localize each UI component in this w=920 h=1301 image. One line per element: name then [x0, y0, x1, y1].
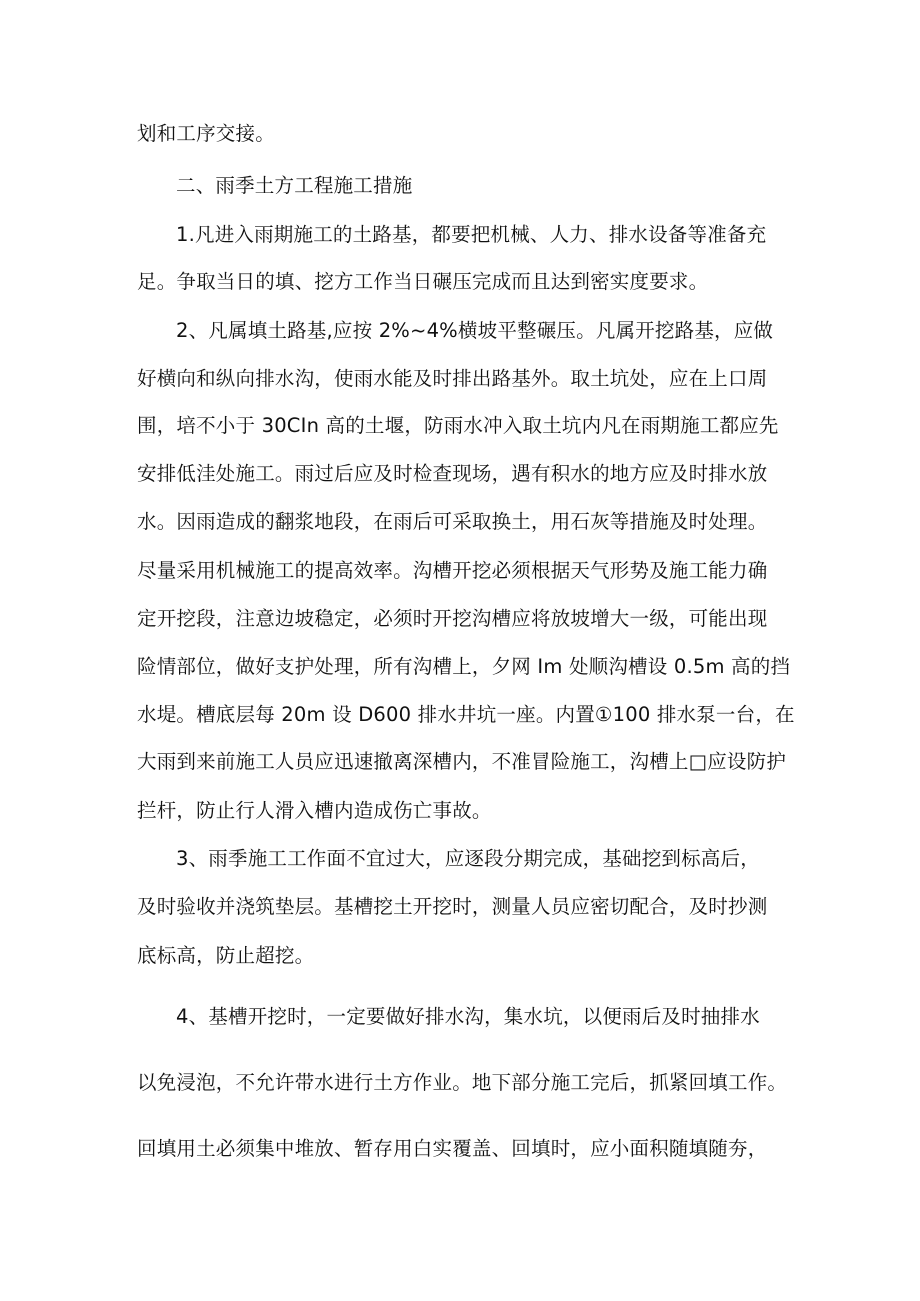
text-line: 以免浸泡，不允许带水进行土方作业。地下部分施工完后，抓紧回填工作。 [137, 1071, 788, 1094]
text-line: 拦杆，防止行人滑入槽内造成伤亡事故。 [137, 799, 492, 822]
text-line: 安排低洼处施工。雨过后应及时检查现场，遇有积水的地方应及时排水放 [137, 462, 768, 485]
text-line: 大雨到来前施工人员应迅速撤离深槽内，不准冒险施工，沟槽上□应设防护 [137, 750, 787, 773]
text-line: 3、雨季施工工作面不宜过大，应逐段分期完成，基础挖到标高后， [176, 847, 760, 870]
text-line: 1.凡进入雨期施工的土路基，都要把机械、人力、排水设备等准备充 [176, 223, 767, 246]
text-line: 水堤。槽底层每 20m 设 D600 排水井坑一座。内置①100 排水泵一台，在 [137, 703, 795, 726]
text-line: 回填用土必须集中堆放、暂存用白实覆盖、回填时，应小面积随填随夯， [137, 1137, 768, 1160]
text-line: 底标高，防止超挖。 [137, 944, 315, 967]
text-line: 2、凡属填土路基,应按 2%~4%横坡平整碾压。凡属开挖路基，应做 [176, 319, 774, 342]
text-line: 好横向和纵向排水沟，使雨水能及时排出路基外。取土坑处，应在上口周 [137, 367, 768, 390]
text-line: 险情部位，做好支护处理，所有沟槽上，夕网 Im 处顺沟槽设 0.5m 高的挡 [137, 655, 791, 678]
text-line: 围，培不小于 30CIn 高的土堰，防雨水冲入取土坑内凡在雨期施工都应先 [137, 414, 779, 437]
text-line: 4、基槽开挖时，一定要做好排水沟，集水坑，以便雨后及时抽排水 [176, 1005, 760, 1028]
text-line: 划和工序交接。 [137, 122, 275, 145]
text-line: 足。争取当日的填、挖方工作当日碾压完成而且达到密实度要求。 [137, 270, 709, 293]
section-heading: 二、雨季土方工程施工措施 [176, 174, 413, 197]
text-line: 水。因雨造成的翻浆地段，在雨后可采取换土，用石灰等措施及时处理。 [137, 510, 768, 533]
text-line: 及时验收并浇筑垫层。基槽挖土开挖时，测量人员应密切配合，及时抄测 [137, 895, 768, 918]
text-line: 尽量采用机械施工的提高效率。沟槽开挖必须根据天气形势及施工能力确 [137, 559, 768, 582]
text-line: 定开挖段，注意边坡稳定，必须时开挖沟槽应将放坡增大一级，可能出现 [137, 607, 768, 630]
